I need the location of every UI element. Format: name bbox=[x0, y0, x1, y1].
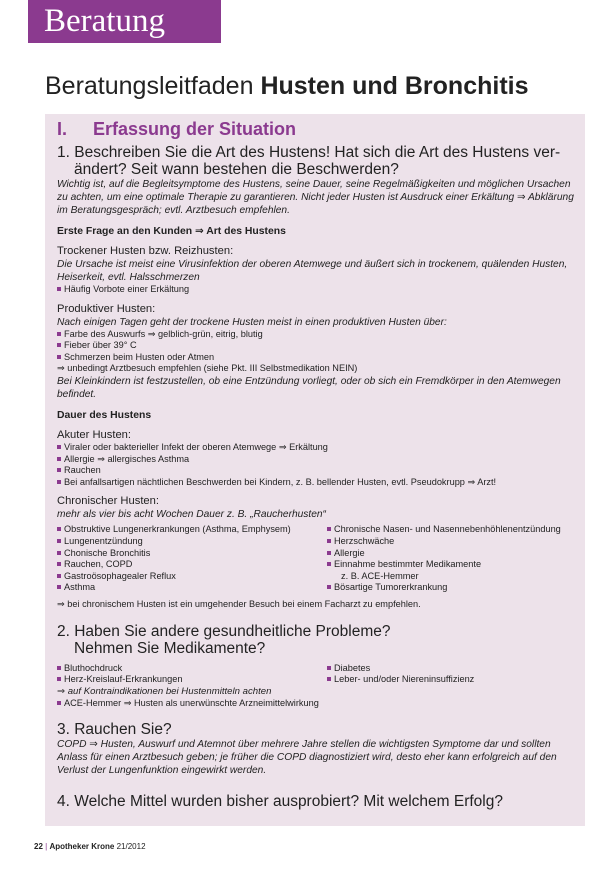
first-question-heading: Erste Frage an den Kunden ⇒ Art des Hustens bbox=[57, 226, 286, 237]
footer-separator: | bbox=[45, 842, 48, 851]
dry-cough-label: Trockener Husten bzw. Reizhusten: bbox=[57, 245, 234, 257]
health-problems bbox=[57, 663, 577, 686]
list-item: Obstruktive Lungenerkrankungen (Asthma, Emphysem) bbox=[57, 524, 327, 536]
list-item: Rauchen, COPD bbox=[57, 559, 327, 571]
productive-cough-list bbox=[57, 329, 577, 364]
question-4-title: 4. Welche Mittel wurden bisher ausprobiert? Mit welchem Erfolg? bbox=[57, 793, 503, 811]
contraindication-note: ⇒ auf Kontraindikationen bei Hustenmitteln achten bbox=[57, 685, 272, 697]
chronic-cough-text: mehr als vier bis acht Wochen Dauer z. B. „Raucherhusten“ bbox=[57, 509, 326, 521]
list-item: Fieber über 39° C bbox=[57, 340, 577, 352]
page-number: 22 bbox=[34, 842, 43, 851]
duration-heading: Dauer des Hustens bbox=[57, 409, 152, 421]
page-title bbox=[45, 70, 605, 102]
chronic-causes-left bbox=[57, 524, 327, 594]
health-problems-right bbox=[327, 663, 577, 686]
list-item: Schmerzen beim Husten oder Atmen bbox=[57, 352, 577, 364]
list-item: Asthma bbox=[57, 582, 327, 594]
productive-cough-label: Produktiver Husten: bbox=[57, 302, 156, 315]
list-item: Farbe des Auswurfs ⇒ gelblich-grün, eitrig, blutig bbox=[57, 329, 577, 341]
list-item: Herzschwäche bbox=[327, 536, 577, 548]
list-item: Gastroösophagealer Reflux bbox=[57, 571, 327, 583]
list-item: Viraler oder bakterieller Infekt der oberen Atemwege ⇒ Erkältung bbox=[57, 442, 577, 454]
list-item: Lungenentzündung bbox=[57, 536, 327, 548]
list-item: Herz-Kreislauf-Erkrankungen bbox=[57, 674, 327, 686]
productive-cough-arrow-note: ⇒ unbedingt Arztbesuch empfehlen (siehe Pkt. III Selbstmedikation NEIN) bbox=[57, 363, 358, 374]
list-item: Chronische Nasen- und Nasennebenhöhlenentzündung bbox=[327, 524, 577, 536]
chronic-causes-right-list-end bbox=[327, 582, 577, 594]
list-item: Bluthochdruck bbox=[57, 663, 327, 675]
list-item: Häufig Vorbote einer Erkältung bbox=[57, 284, 577, 296]
section-heading bbox=[57, 118, 577, 140]
question-2-line-1: 2. Haben Sie andere gesundheitliche Probleme? bbox=[57, 622, 391, 640]
medication-list bbox=[57, 698, 577, 710]
title-light: Beratungsleitfaden bbox=[45, 72, 254, 100]
content-panel bbox=[45, 114, 585, 826]
list-item: Bösartige Tumorerkrankung bbox=[327, 582, 577, 594]
question-2-line-2: Nehmen Sie Medikamente? bbox=[74, 639, 266, 657]
issue-number: 21/2012 bbox=[116, 842, 146, 851]
section-number: I. bbox=[57, 119, 68, 139]
list-item: Leber- und/oder Niereninsuffizienz bbox=[327, 674, 577, 686]
list-item: Allergie bbox=[327, 548, 577, 560]
question-1-intro: Wichtig ist, auf die Begleitsymptome des Hustens, seine Dauer, seine Regelmäßigkeiten und möglichen Ursachen zu achten, um eine optimale Therapie zu garantieren. Nicht jeder Husten ist Ausdruck einer Erkältung ⇒ Abklärung im Beratungsgespräch; evtl. Arztbesuch empfehlen. bbox=[57, 179, 574, 216]
page-footer bbox=[34, 842, 146, 851]
acute-cough-label: Akuter Husten: bbox=[57, 428, 131, 441]
dry-cough-text: Die Ursache ist meist eine Virusinfektion der oberen Atemwege und äußert sich in trockenem, quälenden Husten, Heiserkeit, evtl. Halsschmerzen bbox=[57, 259, 568, 283]
list-item: Diabetes bbox=[327, 663, 577, 675]
children-note: Bei Kleinkindern ist festzustellen, ob eine Entzündung vorliegt, oder ob sich ein Fremdkörper in den Atemwegen befindet. bbox=[57, 375, 561, 400]
productive-cough-text: Nach einigen Tagen geht der trockene Husten meist in einen produktiven Husten über: bbox=[57, 316, 447, 328]
question-3-title: 3. Rauchen Sie? bbox=[57, 721, 172, 739]
list-item-continuation: z. B. ACE-Hemmer bbox=[341, 570, 419, 581]
question-1-line-2: ändert? Seit wann bestehen die Beschwerden? bbox=[74, 161, 399, 178]
list-item: Bei anfallsartigen nächtlichen Beschwerden bei Kindern, z. B. bellender Husten, evtl. Pseudokrupp ⇒ Arzt! bbox=[57, 477, 577, 489]
health-problems-left bbox=[57, 663, 327, 686]
list-item: Allergie ⇒ allergisches Asthma bbox=[57, 454, 577, 466]
chronic-causes bbox=[57, 524, 577, 594]
dry-cough-list bbox=[57, 284, 577, 296]
question-1-line-1: 1. Beschreiben Sie die Art des Hustens! Hat sich die Art des Hustens ver- bbox=[57, 144, 561, 161]
chronic-cough-note: ⇒ bei chronischem Husten ist ein umgehender Besuch bei einem Facharzt zu empfehlen. bbox=[57, 598, 421, 609]
title-bold: Husten und Bronchitis bbox=[260, 72, 529, 100]
list-item: Chonische Bronchitis bbox=[57, 548, 327, 560]
panel-content bbox=[57, 118, 577, 810]
list-item: Einnahme bestimmter Medikamente bbox=[327, 559, 577, 571]
section-title: Erfassung der Situation bbox=[93, 119, 297, 139]
section-banner: Beratung bbox=[28, 0, 221, 43]
magazine-name: Apotheker Krone bbox=[49, 842, 115, 851]
chronic-cough-label: Chronischer Husten: bbox=[57, 495, 159, 508]
chronic-causes-right bbox=[327, 524, 577, 594]
question-3-text: COPD ⇒ Husten, Auswurf und Atemnot über mehrere Jahre stellen die wichtigsten Symptome dar und sollten Anlass für einen Arztbesuch geben; je früher die COPD diagnostiziert wird, desto eher kann erfolgreich auf den Verlust der Lungenfunktion eingewirkt werden. bbox=[57, 739, 557, 777]
acute-cough-list bbox=[57, 442, 577, 488]
list-item: Rauchen bbox=[57, 465, 577, 477]
list-item: ACE-Hemmer ⇒ Husten als unerwünschte Arzneimittelwirkung bbox=[57, 698, 577, 710]
chronic-causes-right-list bbox=[327, 524, 577, 570]
